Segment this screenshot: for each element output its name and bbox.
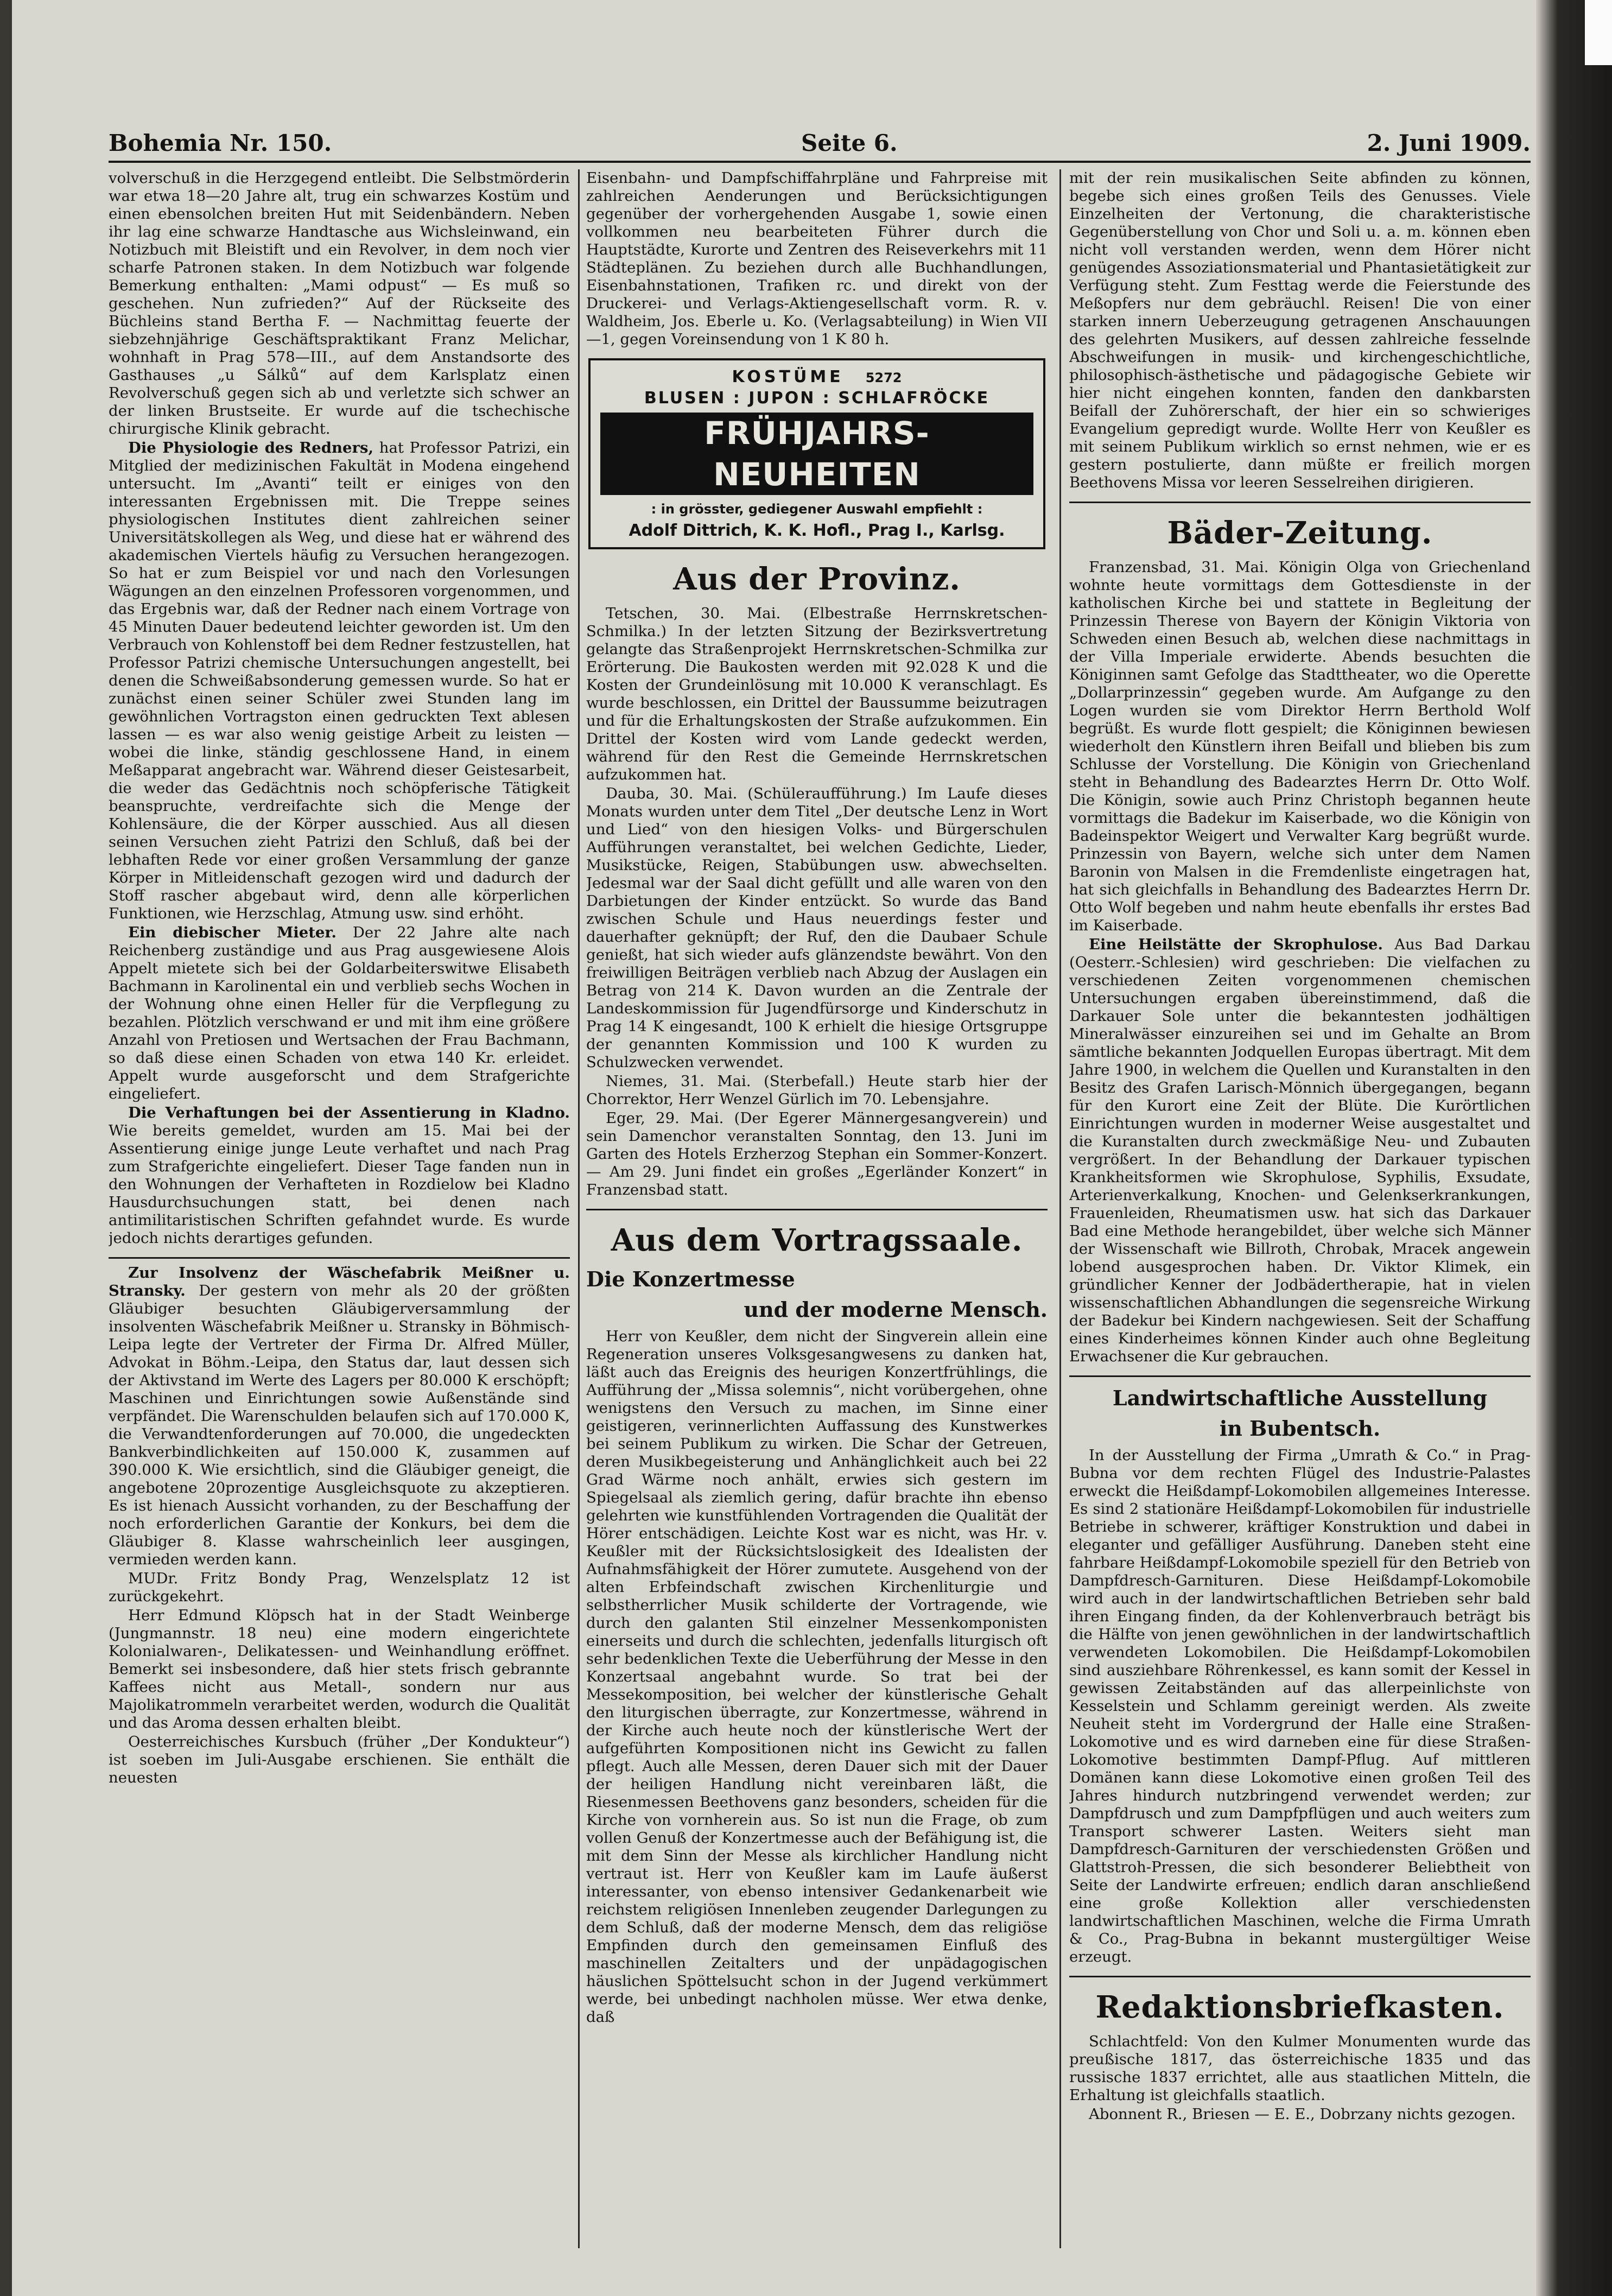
- notice-text: Herr Edmund Klöpsch hat in der Stadt Weinberge (Jungmannstr. 18 neu) eine modern eingerichtete Kolonialwaren-, Delikatessen- und Weinhandlung eröffnet. Bemerkt sei insbesondere, daß hier stets frisch gebrannte Kaffees nicht aus Metall-, sondern nur aus Majolikatrommeln verarbeitet werden, wodurch die Qualität und das Aroma dessen erhalten bleibt.: [109, 1607, 570, 1731]
- notice-text: MUDr. Fritz Bondy Prag, Wenzelsplatz 12 ist zurückgekehrt.: [109, 1570, 570, 1605]
- article-text: Abonnent R., Briesen — E. E., Dobrzany nichts gezogen.: [1089, 2105, 1516, 2123]
- divider: [109, 1257, 570, 1259]
- article-text: In der Ausstellung der Firma „Umrath & Co.“ in Prag-Bubna vor dem rechten Flügel des Industrie-Palastes erweckt die Heißdampf-Lokomobilen allgemeines Interesse. Es sind 2 stationäre Heißdampf-Lokomobilen für industrielle Betriebe in schwerer, kräftiger Konstruktion und dabei in eleganter und gefälliger Ausführung. Daneben steht eine fahrbare Heißdampf-Lokomobile speziell für den Betrieb von Dampfdresch-Garnituren. Diese Heißdampf-Lokomobile wird auch in der landwirtschaftlichen Betrieben sehr bald ihren Eingang finden, da der Kohlenverbrauch beträgt bis die Hälfte von jenen gewöhnlichen in der landwirtschaftlich verwendeten Lokomobilen. Die Heißdampf-Lokomobilen sind ausziehbare Röhrenkessel, es kann somit der Kessel in gewissen Zeitabständen auf das allerpeinlichste von Kesselstein und Schlamm gereinigt werden. Als zweite Neuheit steht im Vordergrund der Halle eine Straßen-Lokomotive und es wird darneben eine für diese Straßen-Lokomotive bestimmten Dampf-Pflug. Auf mittleren Domänen kann diese Lokomotive einen großen Teil des Jahres hindurch nutzbringend verwendet werden; zur Dampfdrusch und zum Dampfpflügen und auch weiters zum Transport schwerer Lasten. Weiters sieht man Dampfdresch-Garnituren der verschiedensten Größen und Glattstroh-Pressen, die sich besonderer Beliebtheit von Seite der Landwirte erfreuen; endlich daran anschließend eine große Kollektion aller verschiedensten landwirtschaftlichen Maschinen, welche die Firma Umrath & Co., Prag-Bubna in bekannt mustergültiger Weise erzeugt.: [1069, 1447, 1531, 1965]
- article-text: Franzensbad, 31. Mai. Königin Olga von Griechenland wohnte heute vormittags dem Gottesdienste in der katholischen Kirche bei und stattete in Begleitung der Prinzessin Therese von Bayern der Königin Viktoria von Schweden einen Besuch ab, welchen diese nachmittags in der Villa Imperiale erwiderte. Abends besuchten die Königinnen samt Gefolge das Stadttheater, wo die Operette „Dollarprinzessin“ gegeben wurde. Am Aufgange zu den Logen wurden sie vom Direktor Herrn Berthold Wolf begrüßt. Es wurde flott gespielt; die Königinnen bewiesen wiederholt den Künstlern ihren Beifall und blieben bis zum Schlusse der Vorstellung. Die Königin von Griechenland steht in Behandlung des Badearztes Herrn Dr. Otto Wolf. Die Königin, sowie auch Prinz Christoph begannen heute vormittags die Badekur im Kaiserbade, wo die Königin von Badeinspektor Weigert und Verwalter Karg begrüßt wurde. Prinzessin von Bayern, welche sich unter dem Namen Baronin von Malsen in die Fremdenliste eingetragen hat, hat sich gleichfalls in Behandlung des Badearztes Herrn Dr. Otto Wolf begeben und nahm heute ebenfalls ihr erstes Bad im Kaiserbade.: [1069, 559, 1531, 934]
- article-text: Eisenbahn- und Dampfschiffahrpläne und Fahrpreise mit zahlreichen Aenderungen und Berücksichtigungen gegenüber der vorhergehenden Ausgabe 1, sowie einen vollkommen neu bearbeiteten Führer durch die Hauptstädte, Kurorte und Zentren des Reiseverkehrs mit 11 Städteplänen. Zu beziehen durch alle Buchhandlungen, Eisenbahnstationen, Trafiken rc. und direkt von der Druckerei- und Verlags-Aktiengesellschaft vorm. R. v. Waldheim, Jos. Eberle u. Ko. (Verlagsabteilung) in Wien VII—1, gegen Voreinsendung von 1 K 80 h.: [586, 169, 1048, 348]
- masthead: [109, 98, 1531, 163]
- article-text: Herr von Keußler, dem nicht der Singverein allein eine Regeneration unseres Volksgesangwesens zu danken hat, läßt auch das Ereignis des heurigen Konzertfrühlings, die Aufführung der „Missa solemnis“, nicht vorübergehen, ohne wenigstens den Versuch zu machen, im Sinne einer geistigeren, verinnerlichten Auffassung des Kunstwerkes bei seinem Publikum zu wirken. Die Schar der Getreuen, deren Musikbegeisterung und Anhänglichkeit auch bei 22 Grad Wärme noch anhält, erwies sich gestern im Spiegelsaal als ziemlich gering, dafür brachte ihn ebenso gelehrten wie kunstfühlenden Vortragenden die Qualität der Hörer entschädigen. Leichte Kost war es nicht, was Hr. v. Keußler mit der Rücksichtslosigkeit des Idealisten der Aufnahmsfähigkeit der Hörer zumutete. Ausgehend von der alten Erbfeindschaft zwischen Kirchenliturgie und selbstherrlicher Musik schilderte der Vortragende, wie durch den galanten Stil einzelner Messenkomponisten einerseits und durch die schlechten, jedenfalls liturgisch oft sehr bedenklichen Texte die Ueberführung der Messe in den Konzertsaal angebahnt wurde. So trat bei der Messekomposition, bei welcher der künstlerische Gehalt den liturgischen überragte, zur Konzertmesse, während in der Kirche auch heute noch der künstlerische Wert der aufgeführten Kompositionen nicht ins Gewicht zu fallen pflegt. Auch alle Messen, deren Dauer sich mit der Dauer der heiligen Handlung nicht vereinbaren läßt, die Riesenmessen Beethovens ganz besonders, scheiden für die Kirche von vornherein aus. So ist nun die Frage, ob zum vollen Genuß der Konzertmesse auch der Befähigung ist, die mit dem Sinn der Messe als kirchlicher Handlung nicht vertraut ist. Herr von Keußler kam im Laufe äußerst interessanter, von ebenso intensiver Gedankenarbeit wie reichstem religiösen Innenleben zeugender Darlegungen zu dem Schluß, daß der moderne Mensch, dem das religiöse Empfinden durch den gemeinsamen Einfluß des maschinellen Zeitalters und der unpädagogischen häuslichen Spöttelsucht schon in der Jugend verkümmert werde, bei unbedingt nachholen müsse. Wer etwa denke, daß: [586, 1328, 1048, 2026]
- article-text: volverschuß in die Herzgegend entleibt. Die Selbstmörderin war etwa 18—20 Jahre alt, trug ein schwarzes Kostüm und einen ebensolchen breiten Hut mit Seidenbändern. Neben ihr lag eine schwarze Handtasche aus Wichsleinwand, ein Notizbuch mit Bleistift und ein Revolver, in dem noch vier scharfe Patronen staken. In dem Notizbuch war folgende Bemerkung enthalten: „Mami odpust“ — Es muß so geschehen. Nun zufrieden?“ Auf der Rückseite des Büchleins stand Bertha F. — Nachmittag feuerte der siebzehnjährige Geschäftspraktikant Franz Melichar, wohnhaft in Prag 578—III., auf dem Anstandsorte des Gasthauses „u Sálků“ auf dem Karlsplatz einen Revolverschuß gegen sich ab und verletzte sich schwer an der linken Brustseite. Er wurde auf die tschechische chirurgische Klinik gebracht.: [109, 169, 570, 437]
- scan-edge-right: [1536, 0, 1612, 2296]
- article-paragraph: [109, 924, 570, 1103]
- article-text: Der 22 Jahre alte nach Reichenberg zuständige und aus Prag ausgewiesene Alois Appelt mietete sich bei der Goldarbeiterswitwe Elisabeth Bachmann in Karolinental ein und verblieb sechs Wochen in der Wohnung ohne einen Heller für die Verpflegung zu bezahlen. Plötzlich verschwand er und mit ihm eine größere Anzahl von Pretiosen und Wertsachen der Frau Bachmann, so daß diese einen Schaden von etwa 140 Kr. erleidet. Appelt wurde ausgeforscht und dem Strafgerichte eingeliefert.: [109, 924, 570, 1102]
- column-rule: [1059, 169, 1061, 2248]
- scan-tab: [1585, 0, 1612, 65]
- divider: [1069, 1375, 1531, 1377]
- newspaper-page: [109, 98, 1531, 2258]
- ad-blusen: BLUSEN : JUPON : SCHLAFRÖCKE: [644, 389, 990, 408]
- ad-headline: FRÜHJAHRS-NEUHEITEN: [600, 413, 1033, 495]
- ad-firm: Adolf Dittrich, K. K. Hofl., Prag I., Karlsg.: [629, 521, 1005, 540]
- ad-top: [600, 368, 1033, 387]
- section-heading: Bäder-Zeitung.: [1167, 515, 1433, 551]
- scan-edge-left: [0, 0, 12, 2296]
- article-heading: Die Verhaftungen bei der Assentierung in Kladno.: [128, 1104, 570, 1121]
- section-heading: Aus der Provinz.: [673, 561, 961, 597]
- article-heading: Zur Insolvenz der Wäschefabrik Meißner u. Stransky.: [109, 1264, 570, 1299]
- notice-text: Oesterreichisches Kursbuch (früher „Der Kondukteur“) ist soeben im Juli-Ausgabe erschienen. Sie enthält die neuesten: [109, 1733, 570, 1786]
- sub-heading: und der moderne Mensch.: [744, 1297, 1048, 1322]
- article-paragraph: [1069, 936, 1531, 1366]
- ad-number: 5272: [865, 370, 902, 385]
- sub-heading: in Bubentsch.: [1219, 1416, 1381, 1441]
- columns: [109, 169, 1531, 2254]
- column-rule: [578, 169, 580, 2248]
- article-text: Schlachtfeld: Von den Kulmer Monumenten wurde das preußische 1817, das österreichische 1835 und das russische 1837 errichtet, alle aus staatlichen Mitteln, die Erhaltung ist gleichfalls staatlich.: [1069, 2033, 1531, 2104]
- article-text: Der gestern von mehr als 20 der größten Gläubiger besuchten Gläubigerversammlung der insolventen Wäschefabrik Meißner u. Stransky in Böhmisch-Leipa legte der Vertreter der Firma Dr. Alfred Müller, Advokat in Böhm.-Leipa, den Status dar, laut dessen sich der Aktivstand im Werte des Lagers per 80.000 K erschöpft; Maschinen und Einrichtungen sowie Außenstände sind verpfändet. Die Warenschulden belaufen sich auf 170.000 K, die Verwandtenforderungen auf 70.000, die ungedeckten Bankverbindlichkeiten auf 150.000 K, zusammen auf 390.000 K. Wie ersichtlich, sind die Gläubiger geneigt, die angebotene 20prozentige Ausgleichsquote zu akzeptieren. Es ist hienach Aussicht vorhanden, zu der Beschaffung der noch erforderlichen Garantie der Konkurs, bei dem die Gläubiger 8. Klasse wahrscheinlich leer ausgingen, vermieden werden kann.: [109, 1282, 570, 1568]
- advertisement: [588, 358, 1045, 549]
- article-text: Niemes, 31. Mai. (Sterbefall.) Heute starb hier der Chorrektor, Herr Wenzel Gürlich im 70. Lebensjahre.: [586, 1073, 1048, 1108]
- masthead-paper: Bohemia Nr. 150.: [109, 130, 332, 156]
- divider: [1069, 1976, 1531, 1977]
- article-text: Aus Bad Darkau (Oesterr.-Schlesien) wird geschrieben: Die vielfachen zu verschiedenen Zeiten vorgenommenen chemischen Untersuchungen ergaben übereinstimmend, daß die Darkauer Sole unter die bekanntesten jodhältigen Mineralwässer einzureihen sei und im Gehalte an Brom sämtliche bekannten Jodquellen Europas übertragt. Mit dem Jahre 1900, in welchem die Quellen und Kuranstalten in den Besitz des Grafen Larisch-Mönnich übergegangen, begann für den Kurort eine Zeit der Blüte. Die Kurörtlichen Einrichtungen wurden in moderner Weise ausgestaltet und die Kuranstalten durch zweckmäßige Neu- und Zubauten vergrößert. In der Behandlung der Darkauer typischen Krankheitsformen wie Skrophulose, Syphilis, Exsudate, Arterienverkalkung, Knochen- und Gelenkserkrankungen, Frauenleiden, Rheumatismen usw. hat sich das Darkauer Bad eine Methode herangebildet, über welche sich Männer der Wissenschaft wie Billroth, Chrobak, Mracek angewein lobend ausgesprochen haben. Dr. Viktor Klimek, ein gründlicher Kenner der Jodbädertherapie, hat in vielen wissenschaftlichen Abhandlungen die segensreiche Wirkung der Badekur bei Kindern nachgewiesen. Seit der Schaffung eines Kinderheimes können Kinder auch ohne Begleitung Erwachsener die Kur gebrauchen.: [1069, 936, 1531, 1365]
- article-text: mit der rein musikalischen Seite abfinden zu können, begebe sich eines großen Teils des Genusses. Viele Einzelheiten der Vertonung, die charakteristische Gegenüberstellung von Chor und Soli u. a. m. können eben nicht voll verstanden werden, wenn dem Hörer nicht genügendes Assoziationsmaterial und Phantasietätigkeit zur Verfügung steht. Zum Festtag werde die Feierstunde des Meßopfers nur dem gebräuchl. Reisen! Die von einer starken innern Ueberzeugung getragenen Anschauungen des gelehrten Musikers, auf dessen zahlreiche fesselnde Abschweifungen in musik- und kirchengeschichtliche, philosophisch-ästhetische und pädagogische Gebiete wir hier nicht eingehen konnten, fanden den dankbarsten Beifall der Zuhörerschaft, der hier ein so schwieriges Evangelium gepredigt wurde. Wollte Herr von Keußler es mit seinem Publikum wirklich so ernst nehmen, wie er es gestern postulierte, dann müßte er freilich morgen Beethovens Missa vor leeren Sesselreihen dirigieren.: [1069, 169, 1531, 491]
- article-text: Eger, 29. Mai. (Der Egerer Männergesangverein) und sein Damenchor veranstalten Sonntag, den 13. Juni im Garten des Hotels Erzherzog Stephan ein Sommer-Konzert. — Am 29. Juni findet ein großes „Egerländer Konzert“ in Franzensbad statt.: [586, 1109, 1048, 1198]
- article-paragraph: [109, 1104, 570, 1247]
- section-heading: Aus dem Vortragssaale.: [611, 1222, 1023, 1258]
- article-text: hat Professor Patrizi, ein Mitglied der medizinischen Fakultät in Modena eingehend untersucht. Im „Avanti“ teilt er einiges von den interessanten Ergebnissen mit. Die Treppe seines physiologischen Institutes dient zahlreichen seiner Universitätskollegen als Weg, und diese hat er während des akademischen Viertels häufig zu Versuchen herangezogen. So hat er zum Beispiel vor und nach den Vorlesungen Wägungen an den einzelnen Professoren vorgenommen, und das Ergebnis war, daß der Redner nach einem Vortrage von 45 Minuten Dauer bedeutend leichter geworden ist. Um den Verbrauch von Kohlenstoff bei dem Redner festzustellen, hat Professor Patrizi chemische Untersuchungen angestellt, bei denen die Schweißabsonderung gemessen wurde. So hat er zunächst einen seiner Schüler zwei Stunden lang im gewöhnlichen Vortragston einen gedruckten Text ablesen lassen — es war also wenig geistige Arbeit zu leisten — wobei die linke, ständig geschlossene Hand, in einem Meßapparat angebracht war. Während dieser Geistesarbeit, die weder das Gedächtnis noch schöpferische Tätigkeit beanspruchte, verdreifachte sich die Menge der Kohlensäure, die der Körper ausschied. Aus all diesen seinen Versuchen zieht Patrizi den Schluß, daß bei der lebhaften Rede vor einer großen Versammlung der ganze Körper in Mitleidenschaft gezogen wird und dadurch der Stoff rascher abgebaut wird, denn alle körperlichen Funktionen, wie Herzschlag, Atmung usw. sind erhöht.: [109, 439, 570, 922]
- column-3: [1069, 169, 1531, 2248]
- article-heading: Eine Heilstätte der Skrophulose.: [1089, 936, 1383, 953]
- article-heading: Ein diebischer Mieter.: [128, 924, 337, 941]
- ad-assortment: : in grösster, gediegener Auswahl empfiehlt :: [651, 502, 983, 517]
- article-text: Tetschen, 30. Mai. (Elbestraße Herrnskretschen-Schmilka.) In der letzten Sitzung der Bezirksvertretung gelangte das Straßenprojekt Herrnskretschen-Schmilka zur Erörterung. Die Baukosten werden mit 92.028 K und die Kosten der Grundeinlösung mit 10.000 K veranschlagt. Es wurde beschlossen, ein Drittel der Baussumme beizutragen und für die Erhaltungskosten der Straße aufzukommen. Ein Drittel der Kosten wird vom Lande gedeckt werden, während für den Rest die Gemeinde Herrnskretschen aufzukommen hat.: [586, 605, 1048, 783]
- column-1: [109, 169, 570, 2248]
- article-paragraph: [109, 439, 570, 923]
- divider: [1069, 502, 1531, 503]
- article-paragraph: [109, 1264, 570, 1569]
- article-text: Wie bereits gemeldet, wurden am 15. Mai bei der Assentierung einige junge Leute verhaftet und nach Prag zum Strafgerichte eingeliefert. Dieser Tage fanden nun in den Wohnungen der Verhafteten in Rozdielow bei Kladno Hausdurchsuchungen statt, bei denen nach antimilitaristischen Schriften gefahndet wurde. Es wurde jedoch nichts derartiges gefunden.: [109, 1122, 570, 1247]
- ad-kostume: KOSTÜME: [732, 367, 844, 386]
- masthead-page: Seite 6.: [801, 130, 898, 156]
- masthead-date: 2. Juni 1909.: [1367, 130, 1531, 156]
- article-heading: Die Physiologie des Redners,: [128, 439, 374, 456]
- sub-heading: Die Konzertmesse: [586, 1267, 795, 1291]
- divider: [586, 1209, 1048, 1210]
- section-heading: Redaktionsbriefkasten.: [1095, 1989, 1505, 2025]
- article-text: Dauba, 30. Mai. (Schüleraufführung.) Im Laufe dieses Monats wurden unter dem Titel „Der deutsche Lenz in Wort und Lied“ von den hiesigen Volks- und Bürgerschulen Aufführungen veranstaltet, bei welchen Gedichte, Lieder, Musikstücke, Reigen, Stabübungen usw. abwechselten. Jedesmal war der Saal dicht gefüllt und alle waren von den Darbietungen der Kinder entzückt. So wurde das Band zwischen Schule und Haus neuerdings fester und dauerhafter geknüpft; der Ruf, den die Daubaer Schule genießt, hat sich wieder aufs glänzendste bewährt. Von den freiwilligen Beiträgen verblieb nach Abzug der Auslagen ein Betrag von 214 K. Davon wurden an die Zentrale der Landeskommission für Jugendfürsorge und Kinderschutz in Prag 14 K eingesandt, 100 K erhielt die hiesige Ortsgruppe der genannten Kommission und 100 K wurden zu Schulzwecken verwendet.: [586, 785, 1048, 1071]
- sub-heading: Landwirtschaftliche Ausstellung: [1112, 1386, 1488, 1410]
- column-2: [586, 169, 1048, 2248]
